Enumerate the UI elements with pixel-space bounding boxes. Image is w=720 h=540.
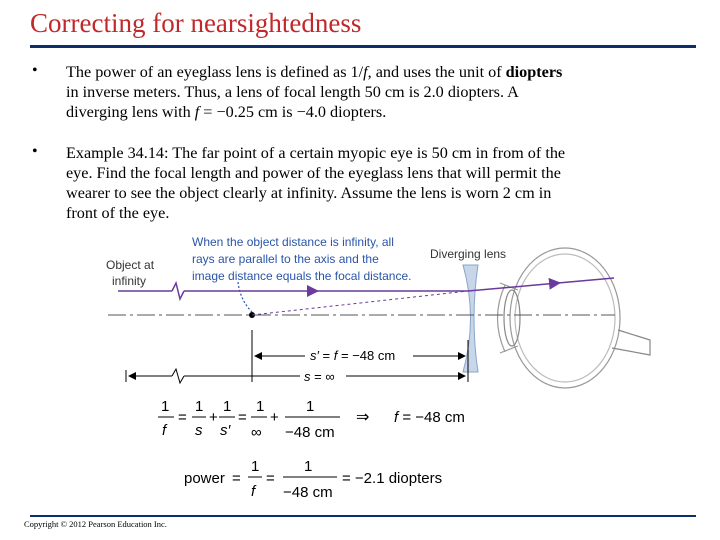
bullet2-line2: eye. Find the focal length and power of the eyeglass lens that will permit the <box>66 164 561 182</box>
bullet2-line1: Example 34.14: The far point of a certain myopic eye is 50 cm in from of the <box>66 144 566 162</box>
svg-text:1: 1 <box>306 398 315 415</box>
bullet-marker: • <box>32 143 38 160</box>
svg-text:−48 cm: −48 cm <box>283 484 333 501</box>
object-label: infinity <box>112 274 147 288</box>
svg-text:+: + <box>209 409 218 426</box>
s-label: s = ∞ <box>304 369 335 384</box>
svg-text:1: 1 <box>256 398 265 415</box>
svg-text:∞: ∞ <box>251 424 262 441</box>
diverging-lens <box>463 265 478 372</box>
slide-title: Correcting for nearsightedness <box>30 8 362 38</box>
svg-text:1: 1 <box>195 398 204 415</box>
svg-text:f: f <box>251 483 256 500</box>
svg-text:power: power <box>184 470 225 487</box>
bullet1-line2: in inverse meters. Thus, a lens of focal length 50 cm is 2.0 diopters. A <box>66 83 519 101</box>
thin-lens-equation <box>158 398 465 441</box>
s-prime-label: s′ = f = −48 cm <box>310 348 396 363</box>
svg-text:=: = <box>178 409 187 426</box>
virtual-ray-extension <box>252 291 468 315</box>
svg-text:+: + <box>270 409 279 426</box>
svg-text:f = −48 cm: f = −48 cm <box>394 409 465 426</box>
footer-divider <box>30 515 696 517</box>
svg-text:−48 cm: −48 cm <box>285 424 335 441</box>
svg-text:=: = <box>232 470 241 487</box>
svg-text:f: f <box>162 422 167 439</box>
svg-text:1: 1 <box>251 458 260 475</box>
svg-text:= −2.1 diopters: = −2.1 diopters <box>342 470 443 487</box>
svg-text:=: = <box>238 409 247 426</box>
bullet2-line3: wearer to see the object clearly at infinity. Assume the lens is worn 2 cm in <box>66 184 552 202</box>
bullet1-line3: diverging lens with f = −0.25 cm is −4.0 diopters. <box>66 103 387 121</box>
svg-text:s: s <box>195 422 203 439</box>
lens-label: Diverging lens <box>430 247 507 261</box>
s-dimension <box>130 369 464 383</box>
annotation-leader <box>238 282 252 312</box>
svg-text:1: 1 <box>304 458 313 475</box>
bullet1-line1: The power of an eyeglass lens is defined as 1/f, and uses the unit of diopters <box>66 63 563 81</box>
svg-text:⇒: ⇒ <box>356 409 370 426</box>
annotation-line: rays are parallel to the axis and the <box>192 252 379 266</box>
bullet-marker: • <box>32 62 38 79</box>
eye-illustration <box>498 248 651 388</box>
annotation-line: image distance equals the focal distance. <box>192 269 412 283</box>
copyright-notice: Copyright © 2012 Pearson Education Inc. <box>24 519 167 529</box>
svg-text:1: 1 <box>223 398 232 415</box>
bullet2-line4: front of the eye. <box>66 204 170 222</box>
svg-text:1: 1 <box>161 398 170 415</box>
annotation-line: When the object distance is infinity, all <box>192 235 394 249</box>
object-label: Object at <box>106 258 155 272</box>
svg-text:=: = <box>266 470 275 487</box>
power-equation <box>184 458 442 501</box>
svg-text:s′: s′ <box>220 422 231 439</box>
